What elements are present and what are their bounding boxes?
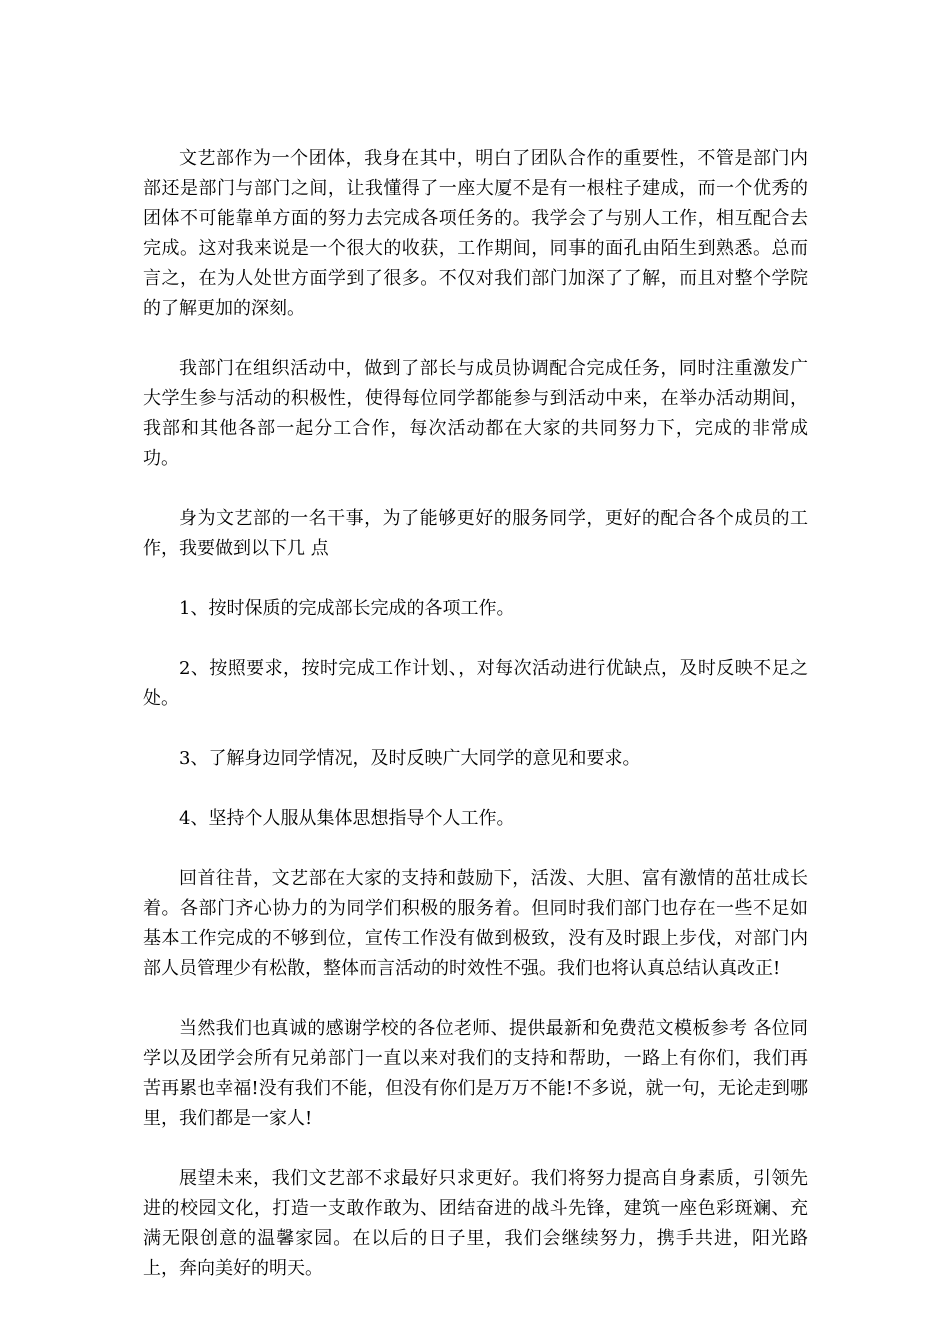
paragraph-goals-intro: 身为文艺部的一名干事，为了能够更好的服务同学，更好的配合各个成员的工作，我要做到以下几 点 xyxy=(143,508,808,559)
list-item-2: 2、按照要求，按时完成工作计划、，对每次活动进行优缺点，及时反映不足之处。 xyxy=(143,658,808,709)
list-item-4: 4、坚持个人服从集体思想指导个人工作。 xyxy=(179,808,515,829)
document-body xyxy=(143,144,808,1284)
list-item-3: 3、了解身边同学情况，及时反映广大同学的意见和要求。 xyxy=(179,748,641,769)
paragraph-outlook: 展望未来，我们文艺部不求最好只求更好。我们将努力提高自身素质，引领先进的校园文化，打造一支敢作敢为、团结奋进的战斗先锋，建筑一座色彩斑斓、充满无限创意的温馨家园。在以后的日子里，我们会继续努力，携手共进，阳光路上，奔向美好的明天。 xyxy=(143,1168,808,1279)
list-item-1: 1、按时保质的完成部长完成的各项工作。 xyxy=(179,598,515,619)
paragraph-teamwork: 文艺部作为一个团体，我身在其中，明白了团队合作的重要性，不管是部门内部还是部门与部门之间，让我懂得了一座大厦不是有一根柱子建成，而一个优秀的团体不可能靠单方面的努力去完成各项任务的。我学会了与别人工作，相互配合去完成。这对我来说是一个很大的收获，工作期间，同事的面孔由陌生到熟悉。总而言之，在为人处世方面学到了很多。不仅对我们部门加深了了解，而且对整个学院的了解更加的深刻。 xyxy=(143,148,808,319)
paragraph-activities: 我部门在组织活动中，做到了部长与成员协调配合完成任务，同时注重激发广大学生参与活动的积极性，使得每位同学都能参与到活动中来，在举办活动期间，我部和其他各部一起分工合作，每次活动都在大家的共同努力下，完成的非常成功。 xyxy=(143,358,808,469)
paragraph-thanks: 当然我们也真诚的感谢学校的各位老师、提供最新和免费范文模板参考 各位同学以及团学会所有兄弟部门一直以来对我们的支持和帮助，一路上有你们，我们再苦再累也幸福!没有我们不能，但没有你们是万万不能!不多说，就一句，无论走到哪里，我们都是一家人! xyxy=(143,1018,808,1129)
paragraph-review: 回首往昔，文艺部在大家的支持和鼓励下，活泼、大胆、富有激情的茁壮成长着。各部门齐心协力的为同学们积极的服务着。但同时我们部门也存在一些不足如基本工作完成的不够到位，宣传工作没有做到极致，没有及时跟上步伐，对部门内部人员管理少有松散，整体而言活动的时效性不强。我们也将认真总结认真改正! xyxy=(143,868,808,979)
